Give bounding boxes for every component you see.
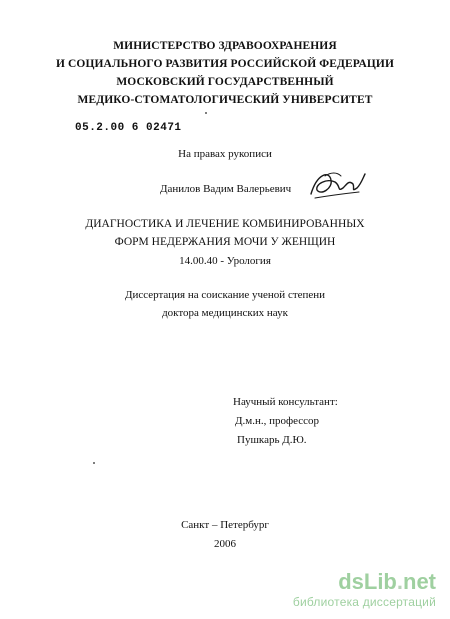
consultant-degree: Д.м.н., профессор xyxy=(235,415,320,427)
manuscript-rights: На правах рукописи xyxy=(178,148,272,160)
watermark-brand-tld: net xyxy=(403,569,436,594)
ministry-line-2: И СОЦИАЛЬНОГО РАЗВИТИЯ РОССИЙСКОЙ ФЕДЕРАЦИИ xyxy=(55,58,395,70)
dslib-watermark xyxy=(293,571,436,609)
degree-line-1: Диссертация на соискание ученой степени xyxy=(124,289,326,301)
scan-speck xyxy=(205,112,207,114)
year: 2006 xyxy=(214,538,236,550)
dissertation-title-line-1: ДИАГНОСТИКА И ЛЕЧЕНИЕ КОМБИНИРОВАННЫХ xyxy=(85,218,365,230)
specialty-code: 14.00.40 - Урология xyxy=(179,255,271,267)
watermark-brand-main: dsLib xyxy=(338,569,397,594)
university-line-1: МОСКОВСКИЙ ГОСУДАРСТВЕННЫЙ xyxy=(116,76,334,88)
ministry-line-1: МИНИСТЕРСТВО ЗДРАВООХРАНЕНИЯ xyxy=(113,40,337,52)
author-name: Данилов Вадим Валерьевич xyxy=(160,183,292,195)
scan-speck xyxy=(93,462,95,464)
university-line-2: МЕДИКО-СТОМАТОЛОГИЧЕСКИЙ УНИВЕРСИТЕТ xyxy=(77,94,373,106)
dissertation-title-line-2: ФОРМ НЕДЕРЖАНИЯ МОЧИ У ЖЕНЩИН xyxy=(114,236,336,248)
city: Санкт – Петербург xyxy=(181,519,269,531)
degree-line-2: доктора медицинских наук xyxy=(162,307,288,319)
watermark-subtitle: библиотека диссертаций xyxy=(292,595,436,609)
registration-code: 05.2.00 6 02471 xyxy=(75,122,182,134)
consultant-label: Научный консультант: xyxy=(233,396,338,408)
watermark-brand-dot: . xyxy=(396,569,403,594)
consultant-name: Пушкарь Д.Ю. xyxy=(237,434,307,446)
signature-image xyxy=(307,166,367,206)
watermark-brand xyxy=(293,571,436,593)
